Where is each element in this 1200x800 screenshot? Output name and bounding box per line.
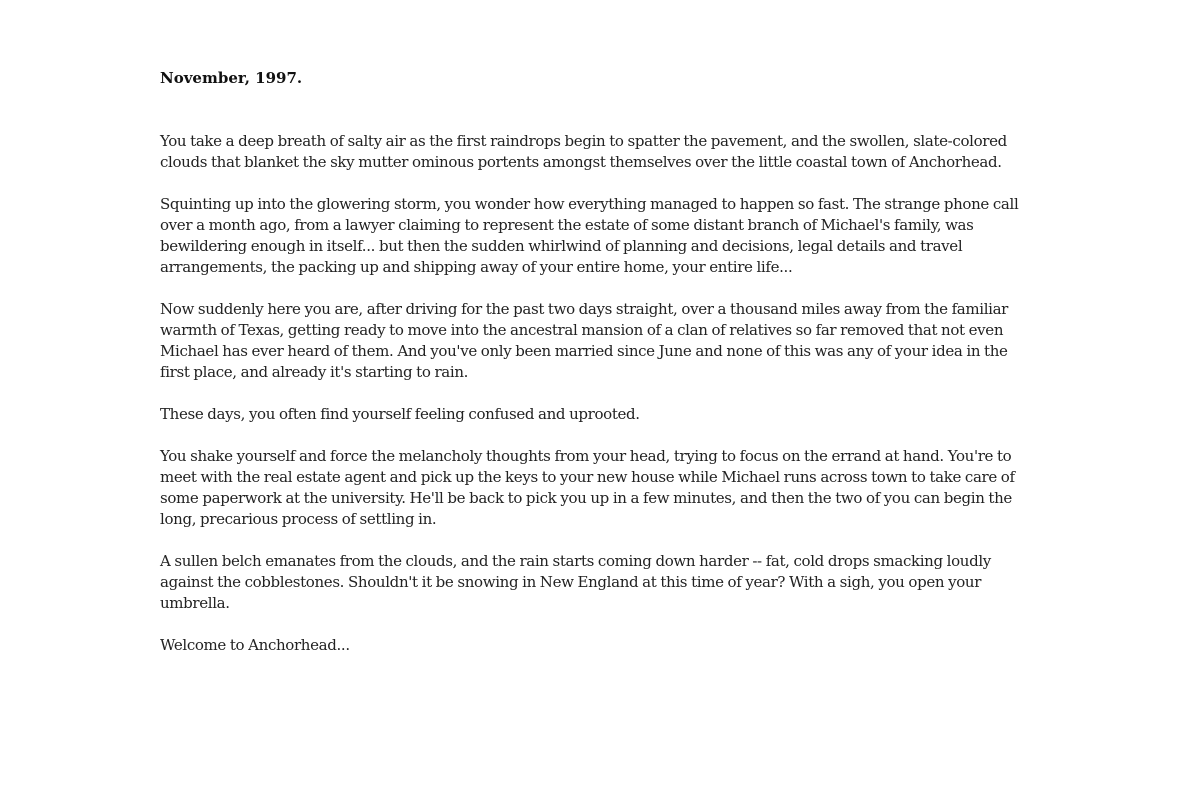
story-paragraph: Squinting up into the glowering storm, you wonder how everything managed to happen so fast. The strange phone call over a month ago, from a lawyer claiming to represent the estate of some distant branch of Michael's family, was bewildering enough in itself... but then the sudden whirlwind of planning and decisions, legal details and travel arrangements, the packing up and shipping away of your entire home, your entire life... bbox=[160, 195, 1019, 276]
story-paragraph: Welcome to Anchorhead... bbox=[160, 636, 350, 654]
story-text bbox=[160, 68, 1040, 677]
date-heading: November, 1997. bbox=[160, 69, 303, 87]
story-paragraph: You take a deep breath of salty air as the first raindrops begin to spatter the pavement, and the swollen, slate-colored clouds that blanket the sky mutter ominous portents amongst themselves over the little coastal town of Anchorhead. bbox=[160, 132, 1007, 171]
story-paragraph: Now suddenly here you are, after driving for the past two days straight, over a thousand miles away from the familiar warmth of Texas, getting ready to move into the ancestral mansion of a clan of relatives so far removed that not even Michael has ever heard of them. And you've only been married since June and none of this was any of your idea in the first place, and already it's starting to rain. bbox=[160, 300, 1008, 381]
story-paragraph: These days, you often find yourself feeling confused and uprooted. bbox=[160, 405, 640, 423]
story-paragraph: A sullen belch emanates from the clouds, and the rain starts coming down harder -- fat, cold drops smacking loudly against the cobblestones. Shouldn't it be snowing in New England at this time of year? With a sigh, you open your umbrella. bbox=[160, 552, 991, 612]
story-paragraph: You shake yourself and force the melancholy thoughts from your head, trying to focus on the errand at hand. You're to meet with the real estate agent and pick up the keys to your new house while Michael runs across town to take care of some paperwork at the university. He'll be back to pick you up in a few minutes, and then the two of you can begin the long, precarious process of settling in. bbox=[160, 447, 1015, 528]
